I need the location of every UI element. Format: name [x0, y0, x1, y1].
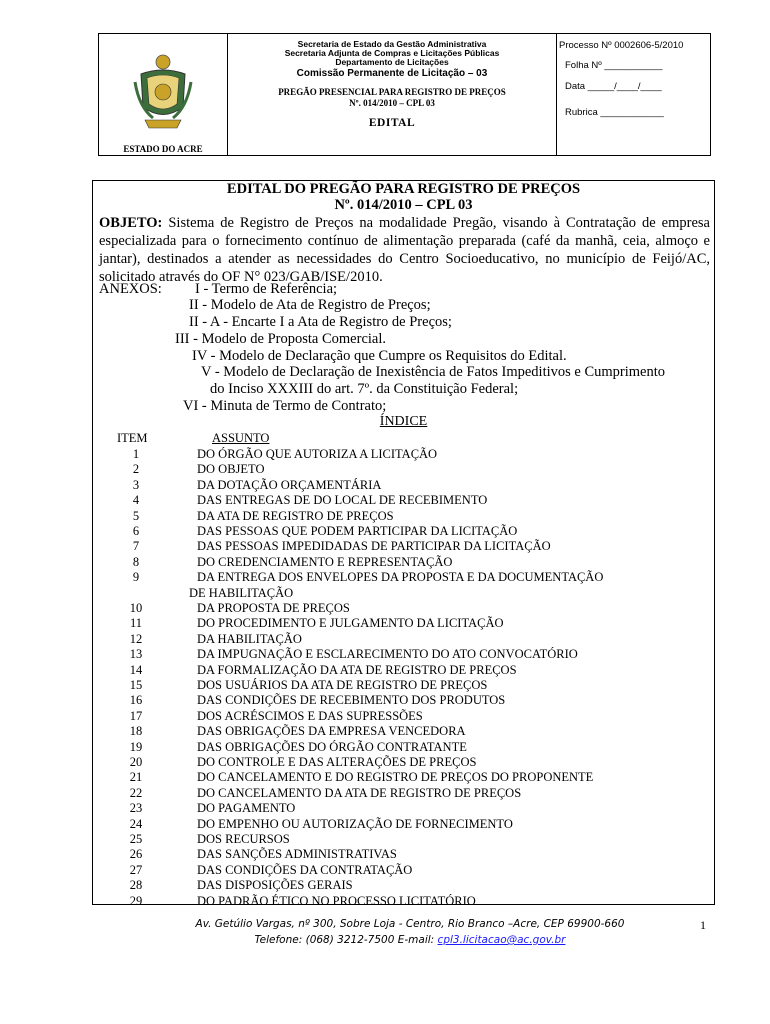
- item-number: 8: [132, 554, 140, 569]
- item-number: 28: [129, 878, 143, 893]
- item-subject: DOS ACRÉSCIMOS E DAS SUPRESSÕES: [197, 708, 423, 723]
- item-subject: DO CANCELAMENTO E DO REGISTRO DE PREÇOS DO PROPONENTE: [197, 770, 594, 785]
- secretaria-line: Secretaria de Estado da Gestão Administrativa: [297, 39, 487, 49]
- header-process-cell: [557, 34, 710, 155]
- table-row: [93, 509, 714, 524]
- item-subject: DA IMPUGNAÇÃO E ESCLARECIMENTO DO ATO CONVOCATÓRIO: [197, 647, 578, 662]
- table-row: [93, 770, 714, 785]
- item-number: 11: [129, 616, 143, 631]
- item-subject: DO ÓRGÃO QUE AUTORIZA A LICITAÇÃO: [197, 447, 438, 461]
- item-subject: DO CREDENCIAMENTO E REPRESENTAÇÃO: [197, 554, 453, 569]
- table-row: [93, 693, 714, 708]
- item-number: 6: [132, 524, 140, 538]
- item-number: 9: [132, 570, 140, 585]
- item-number: 14: [129, 662, 143, 677]
- indice-heading: ÍNDICE: [379, 414, 428, 429]
- item-subject: DA ATA DE REGISTRO DE PREÇOS: [197, 508, 394, 523]
- table-row: [93, 709, 714, 724]
- item-subject: DAS PESSOAS IMPEDIDADAS DE PARTICIPAR DA LICITAÇÃO: [197, 539, 551, 554]
- item-subject: DO CANCELAMENTO DA ATA DE REGISTRO DE PREÇOS: [197, 785, 522, 800]
- processo-number: Processo Nº 0002606-5/2010: [559, 40, 684, 51]
- item-subject: DAS CONDIÇÕES DE RECEBIMENTO DOS PRODUTOS: [197, 693, 506, 708]
- rubrica-field: Rubrica ____________: [565, 107, 664, 118]
- item-subject: DAS ENTREGAS DE DO LOCAL DE RECEBIMENTO: [197, 493, 488, 508]
- pregao-line-1: PREGÃO PRESENCIAL PARA REGISTRO DE PREÇOS: [278, 86, 506, 97]
- estado-label: ESTADO DO ACRE: [123, 144, 203, 154]
- table-row: [93, 817, 714, 832]
- table-row: [93, 894, 714, 909]
- table-row: [93, 786, 714, 801]
- item-number: 5: [132, 508, 140, 523]
- item-number: 25: [129, 832, 143, 846]
- item-number: 17: [129, 708, 143, 723]
- departamento-line: Departamento de Licitações: [335, 57, 449, 68]
- adjunta-line: Secretaria Adjunta de Compras e Licitações Públicas: [284, 48, 500, 59]
- edital-title: EDITAL DO PREGÃO PARA REGISTRO DE PREÇOS: [226, 181, 581, 197]
- table-row: [93, 555, 714, 570]
- table-row: [93, 601, 714, 616]
- item-number: 13: [129, 647, 143, 662]
- table-row: [93, 740, 714, 755]
- table-row: [93, 863, 714, 878]
- item-number: 24: [129, 816, 143, 831]
- table-row: [93, 524, 714, 539]
- item-number: 27: [129, 862, 143, 877]
- item-subject: DO PAGAMENTO: [197, 801, 296, 816]
- comissao-line: Comissão Permanente de Licitação – 03: [296, 67, 488, 79]
- item-subject: DA ENTREGA DOS ENVELOPES DA PROPOSTA E DA DOCUMENTAÇÃO: [197, 570, 604, 585]
- state-coat-of-arms-icon: [133, 52, 193, 134]
- header-center: [228, 34, 557, 155]
- table-row: [93, 478, 714, 493]
- item-subject-continued: DE HABILITAÇÃO: [189, 585, 294, 600]
- item-number: 10: [129, 601, 143, 615]
- table-row: [93, 724, 714, 739]
- item-subject: DO PROCEDIMENTO E JULGAMENTO DA LICITAÇÃO: [197, 616, 504, 631]
- item-number: 19: [129, 739, 143, 754]
- document-header: [98, 33, 711, 156]
- item-subject: DO CONTROLE E DAS ALTERAÇÕES DE PREÇOS: [197, 755, 477, 769]
- anexos-label: ANEXOS:: [99, 281, 162, 297]
- item-subject: DAS CONDIÇÕES DA CONTRATAÇÃO: [197, 862, 413, 877]
- item-number: 16: [129, 693, 143, 708]
- footer-contact: [160, 934, 660, 946]
- item-number: 20: [129, 755, 143, 769]
- anexo-item: IV - Modelo de Declaração que Cumpre os Requisitos do Edital.: [192, 348, 567, 364]
- edital-label: EDITAL: [368, 116, 416, 129]
- data-field: Data _____/____/____: [565, 81, 662, 92]
- table-row: [93, 493, 714, 508]
- table-row: [93, 878, 714, 893]
- page-number: 1: [700, 918, 706, 932]
- item-number: 23: [129, 801, 143, 816]
- edital-number: Nº. 014/2010 – CPL 03: [334, 197, 473, 213]
- anexo-item: III - Modelo de Proposta Comercial.: [175, 331, 387, 347]
- item-subject: DAS PESSOAS QUE PODEM PARTICIPAR DA LICITAÇÃO: [197, 524, 518, 538]
- header-seal-cell: [99, 34, 228, 155]
- objeto-text: Sistema de Registro de Preços na modalidade Pregão, visando à Contratação de empresa especializada para o fornecimento contínuo de alimentação preparada (café da manhã, ceia, almoço e jantar), destinados a atender as necessidades do Centro Socioeducativo, no município de Feijó/AC, solicitado através do OF N° 023/GAB/ISE/2010.: [99, 215, 710, 285]
- item-subject: DA PROPOSTA DE PREÇOS: [197, 601, 350, 615]
- folha-field: Folha Nº ___________: [565, 60, 663, 71]
- anexo-item: II - A - Encarte I a Ata de Registro de Preços;: [189, 314, 452, 330]
- table-row: [93, 847, 714, 862]
- item-subject: DO PADRÃO ÉTICO NO PROCESSO LICITATÓRIO: [197, 893, 476, 908]
- table-row: [93, 570, 714, 600]
- table-row: [93, 447, 714, 462]
- item-subject: DAS DISPOSIÇÕES GERAIS: [197, 878, 353, 893]
- table-row: [93, 616, 714, 631]
- item-subject: DA DOTAÇÃO ORÇAMENTÁRIA: [197, 477, 382, 492]
- table-row: [93, 462, 714, 477]
- item-subject: DA FORMALIZAÇÃO DA ATA DE REGISTRO DE PREÇOS: [197, 662, 517, 677]
- item-number: 7: [132, 539, 140, 554]
- item-subject: DO EMPENHO OU AUTORIZAÇÃO DE FORNECIMENTO: [197, 816, 513, 831]
- item-number: 12: [129, 631, 143, 646]
- item-number: 1: [132, 447, 140, 461]
- anexo-item: II - Modelo de Ata de Registro de Preços;: [189, 297, 431, 313]
- objeto-label: OBJETO:: [99, 215, 163, 231]
- anexo-item: V - Modelo de Declaração de Inexistência de Fatos Impeditivos e Cumprimento: [201, 364, 665, 380]
- item-subject: DAS OBRIGAÇÕES DO ÓRGÃO CONTRATANTE: [197, 739, 467, 754]
- item-number: 29: [129, 893, 143, 908]
- anexo-item: VI - Minuta de Termo de Contrato;: [183, 398, 387, 414]
- item-number: 2: [132, 462, 140, 477]
- col-item-header: ITEM: [117, 431, 148, 445]
- item-subject: DAS SANÇÕES ADMINISTRATIVAS: [197, 847, 397, 862]
- footer-address: Av. Getúlio Vargas, nº 300, Sobre Loja - Centro, Rio Branco –Acre, CEP 69900-660: [195, 918, 625, 930]
- item-subject: DOS USUÁRIOS DA ATA DE REGISTRO DE PREÇOS: [197, 678, 488, 692]
- item-number: 21: [129, 770, 143, 785]
- objeto-paragraph: [99, 214, 710, 286]
- email-link[interactable]: cpl3.licitacao@ac.gov.br: [437, 934, 566, 946]
- pregao-line-2: Nº. 014/2010 – CPL 03: [349, 97, 435, 108]
- table-row: [93, 663, 714, 678]
- col-assunto-header: ASSUNTO: [212, 431, 270, 445]
- table-row: [93, 647, 714, 662]
- item-number: 3: [132, 477, 140, 492]
- item-subject: DA HABILITAÇÃO: [197, 631, 302, 646]
- item-subject: DOS RECURSOS: [197, 832, 290, 846]
- item-number: 15: [129, 678, 143, 692]
- item-number: 22: [129, 785, 143, 800]
- table-row: [93, 678, 714, 693]
- anexo-item: I - Termo de Referência;: [195, 281, 338, 297]
- table-row: [93, 801, 714, 816]
- table-row: [93, 832, 714, 847]
- edital-body: [92, 180, 715, 908]
- item-number: 26: [129, 847, 143, 862]
- item-number: 4: [132, 493, 140, 508]
- table-row: [93, 539, 714, 554]
- item-number: 18: [129, 724, 143, 739]
- item-subject: DO OBJETO: [197, 462, 265, 477]
- table-row: [93, 632, 714, 647]
- footer-phone: Telefone: (068) 3212-7500 E-mail:: [254, 934, 438, 946]
- anexo-item: do Inciso XXXIII do art. 7º. da Constituição Federal;: [210, 381, 519, 397]
- item-subject: DAS OBRIGAÇÕES DA EMPRESA VENCEDORA: [197, 724, 466, 739]
- table-row: [93, 755, 714, 770]
